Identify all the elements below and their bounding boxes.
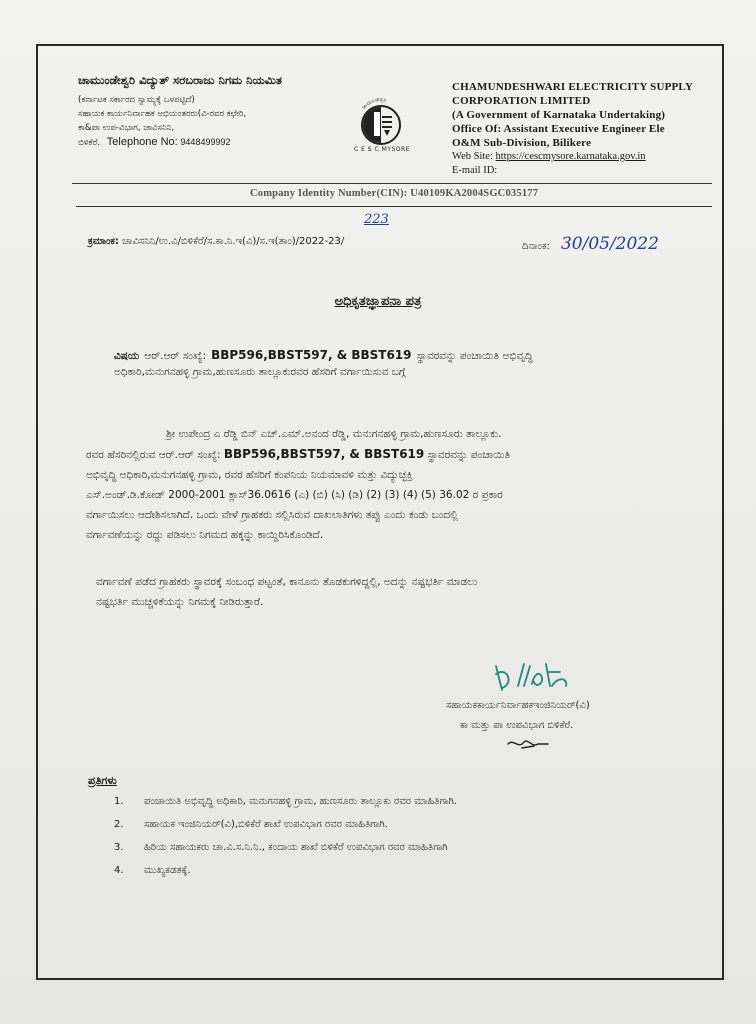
body-line-4: ಎಸ್.ಅಂಡ್.ಡಿ.ಕೋಡ್ 2000-2001 ಕ್ಲಾಸ್36.0616 (ಎ) (ಬಿ) (ಸಿ) (ಡಿ) (2) (3) (4) (5) 36.02 ರ ಪ್ರಕಾರ <box>86 489 503 501</box>
reference-line <box>88 236 344 247</box>
body-line-5: ವರ್ಗಾಯಿಸಲು ಆದೇಶಿಸಲಾಗಿದೆ. ಒಂದು ವೇಳೆ ಗ್ರಾಹಕರು ಸಲ್ಲಿಸಿರುವ ದಾಖಲಾತಿಗಳು ತಪ್ಪು ಎಂದು ಕಂಡು ಬಂದಲ್ಲಿ <box>86 509 459 521</box>
body-p2-line-2: ನಷ್ಟಭರ್ತಿ ಮುಚ್ಚಳಿಕೆಯನ್ನು ನಿಗಮಕ್ಕೆ ನೀಡಿರುತ್ತಾರೆ. <box>96 596 264 608</box>
website-link[interactable]: https://cescmysore.karnataka.gov.in <box>495 151 646 162</box>
title-wrapper <box>0 290 756 309</box>
initials-scribble <box>504 734 554 754</box>
signatory-office: ಕಾ ಮತ್ತು ಪಾ ಉಪವಿಭಾಗ ಬಿಳಿಕೆರೆ. <box>460 720 574 731</box>
subject-line-2: ಅಧಿಕಾರಿ,ಮನುಗನಹಳ್ಳಿ ಗ್ರಾಮ,ಹುಣಸೂರು ತಾಲ್ಲೂಕುರವರ ಹೆಸರಿಗೆ ವರ್ಗಾಯಿಸುವ ಬಗ್ಗೆ <box>114 366 406 378</box>
body-line-2a: ರವರ ಹೆಸರಿನಲ್ಲಿರುವ ಆರ್.ಆರ್ ಸಂಖ್ಯೆ: <box>86 449 221 461</box>
handwritten-date: 30/05/2022 <box>560 234 659 254</box>
subject-part1: ಆರ್.ಆರ್ ಸಂಖ್ಯೆ: <box>144 350 206 362</box>
org-name-line1: CHAMUNDESHWARI ELECTRICITY SUPPLY <box>452 81 694 93</box>
body-paragraph-1 <box>86 424 678 545</box>
company-identity-number: Company Identity Number(CIN): U40109KA2004SGC035177 <box>250 188 539 199</box>
org-name-line2: CORPORATION LIMITED <box>452 95 591 107</box>
undertaking-kannada: (ಕರ್ನಾಟಕ ಸರ್ಕಾರದ ಸ್ವಾಮ್ಯಕ್ಕೆ ಒಳಪಟ್ಟಿದೆ) <box>78 95 195 105</box>
copies-item: 2. ಸಹಾಯಕ ಇಂಜಿನಿಯರ್(ವಿ),ಬಿಳಿಕೆರೆ ಶಾಖೆ ಉಪವಿಭಾಗ ರವರ ಮಾಹಿತಿಗಾಗಿ. <box>114 819 388 830</box>
body-line-3: ಅಭಿವೃದ್ಧಿ ಅಧಿಕಾರಿ,ಮನುಗನಹಳ್ಳಿ ಗ್ರಾಮ, ರವರ ಹೆಸರಿಗೆ ಕಂಪನಿಯ ನಿಯಮಾವಳಿ ಮತ್ತು ವಿದ್ಯುಚ್ಛಕ್ತಿ <box>86 469 413 481</box>
body-line-6: ವರ್ಗಾವಣೆಯನ್ನು ರದ್ದು ಪಡಿಸಲು ನಿಗಮದ ಹಕ್ಕನ್ನು ಕಾಯ್ದಿರಿಸಿಕೊಂಡಿದೆ. <box>86 529 324 541</box>
copies-heading: ಪ್ರತಿಗಳು <box>88 774 117 787</box>
header-right <box>452 80 720 178</box>
date-line <box>522 234 659 254</box>
body-line-2b: ಸ್ಥಾವರವನ್ನು ಪಂಚಾಯಿತಿ <box>427 449 511 461</box>
body-line-1: ಶ್ರೀ ಉಪೇಂದ್ರ ಎ ರೆಡ್ಡಿ ಬಿನ್ ಎಚ್.ಎಮ್.ಅನಂದ ರೆಡ್ಡಿ, ಮನುಗನಹಳ್ಳಿ ಗ್ರಾಮ,ಹುಣಸೂರು ತಾಲ್ಲೂಕು. <box>166 428 502 440</box>
telephone-label: Telephone No: <box>106 136 178 148</box>
website-line <box>452 150 720 164</box>
org-name-kannada: ಚಾಮುಂಡೇಶ್ವರಿ ವಿದ್ಯುತ್ ಸರಬರಾಜು ನಿಗಮ ನಿಯಮಿತ <box>78 73 282 87</box>
copies-list <box>114 796 674 888</box>
reference-value: ಚಾವಿಸನಿನಿ/ಉ.ವಿ/ಬಿಳಿಕೆರೆ/ಸ.ಕಾ.ನಿ.ಇ(ವಿ)/ಸ.ಇ(ತಾಂ)/2022-23/ <box>122 236 345 247</box>
cin-divider <box>76 206 712 207</box>
subdivision-kannada: ಕಾ&ಪಾ ಉಪ-ವಿಭಾಗ, ಚಾವಿಸನಿನಿ, <box>78 123 175 133</box>
cesc-logo <box>348 92 414 158</box>
copies-item: 1. ಪಂಚಾಯಿತಿ ಅಭಿವೃದ್ಧಿ ಅಧಿಕಾರಿ, ಮನುಗನಹಳ್ಳಿ ಗ್ರಾಮ, ಹುಣಸೂರು ತಾಲ್ಲೂಕು ರವರ ಮಾಹಿತಿಗಾಗಿ. <box>114 796 458 807</box>
subject-label: ವಿಷಯ <box>114 350 140 362</box>
reference-label: ಕ್ರಮಾಂಕ: <box>88 236 119 247</box>
date-label: ದಿನಾಂಕ: <box>522 241 550 252</box>
header-left <box>78 72 318 150</box>
handwritten-ref-number: 223 <box>364 212 389 227</box>
body-line-2 <box>86 444 678 465</box>
subject-line-1 <box>114 344 674 363</box>
website-label: Web Site: <box>452 151 493 162</box>
subdivision-english: O&M Sub-Division, Bilikere <box>452 137 592 149</box>
office-english: Office Of: Assistant Executive Engineer Ele <box>452 123 665 135</box>
subject-codes: BBP596,BBST597, & BBST619 <box>211 348 412 362</box>
body-codes: BBP596,BBST597, & BBST619 <box>223 447 425 461</box>
signatory-designation: ಸಹಾಯಕಕಾರ್ಯನಿರ್ವಾಹಕಇಂಜಿನಿಯರ್(ವಿ) <box>446 700 590 711</box>
signature-scribble <box>488 656 578 696</box>
email-label: E-mail ID: <box>452 165 498 176</box>
telephone-value: 9448499992 <box>180 137 231 147</box>
telephone-line <box>78 135 318 150</box>
office-kannada: ಸಹಾಯಕ ಕಾರ್ಯನಿರ್ವಾಹಕ ಅಭಿಯಂತರರು(ವಿ-ರವರ ಕಛೇರಿ, <box>78 109 247 119</box>
body-paragraph-2 <box>96 572 680 612</box>
copies-item: 3. ಹಿರಿಯ ಸಹಾಯಕರು ಚಾ.ವಿ.ಸ.ನಿ.ನಿ., ಕಂದಾಯ ಶಾಖೆ ಬಿಳಿಕೆರೆ ಉಪವಿಭಾಗ ರವರ ಮಾಹಿತಿಗಾಗಿ <box>114 842 448 853</box>
subject-part2: ಸ್ಥಾವರವನ್ನು ಪಂಚಾಯಿತಿ ಅಭಿವೃದ್ಧಿ <box>416 350 533 362</box>
place-kannada: ಬಿಳಿಕೆರೆ. <box>78 138 101 148</box>
copies-item: 4. ಮುಖ್ಯಕಡತಕ್ಕೆ. <box>114 865 191 876</box>
undertaking-english: (A Government of Karnataka Undertaking) <box>452 109 666 121</box>
logo-arc-text: ಚಾಮುಂಡೇಶ್ವರಿ <box>360 96 387 111</box>
body-p2-line-1: ವರ್ಗಾವಣೆ ಪಡೆದ ಗ್ರಾಹಕರು ಸ್ಥಾವರಕ್ಕೆ ಸಂಬಂಧ ಪಟ್ಟಂತೆ, ಕಾನೂನು ತೊಡಕುಗಳಿದ್ದಲ್ಲಿ, ಅದನ್ನು ನಷ್ಟಭರ್ತಿ ಮಾಡಲು <box>96 576 478 588</box>
document-title: ಅಧಿಕೃತಜ್ಞಾಪನಾ ಪತ್ರ <box>334 294 422 309</box>
header-divider <box>72 183 712 184</box>
logo-caption: C E S C MYSORE <box>354 146 410 153</box>
